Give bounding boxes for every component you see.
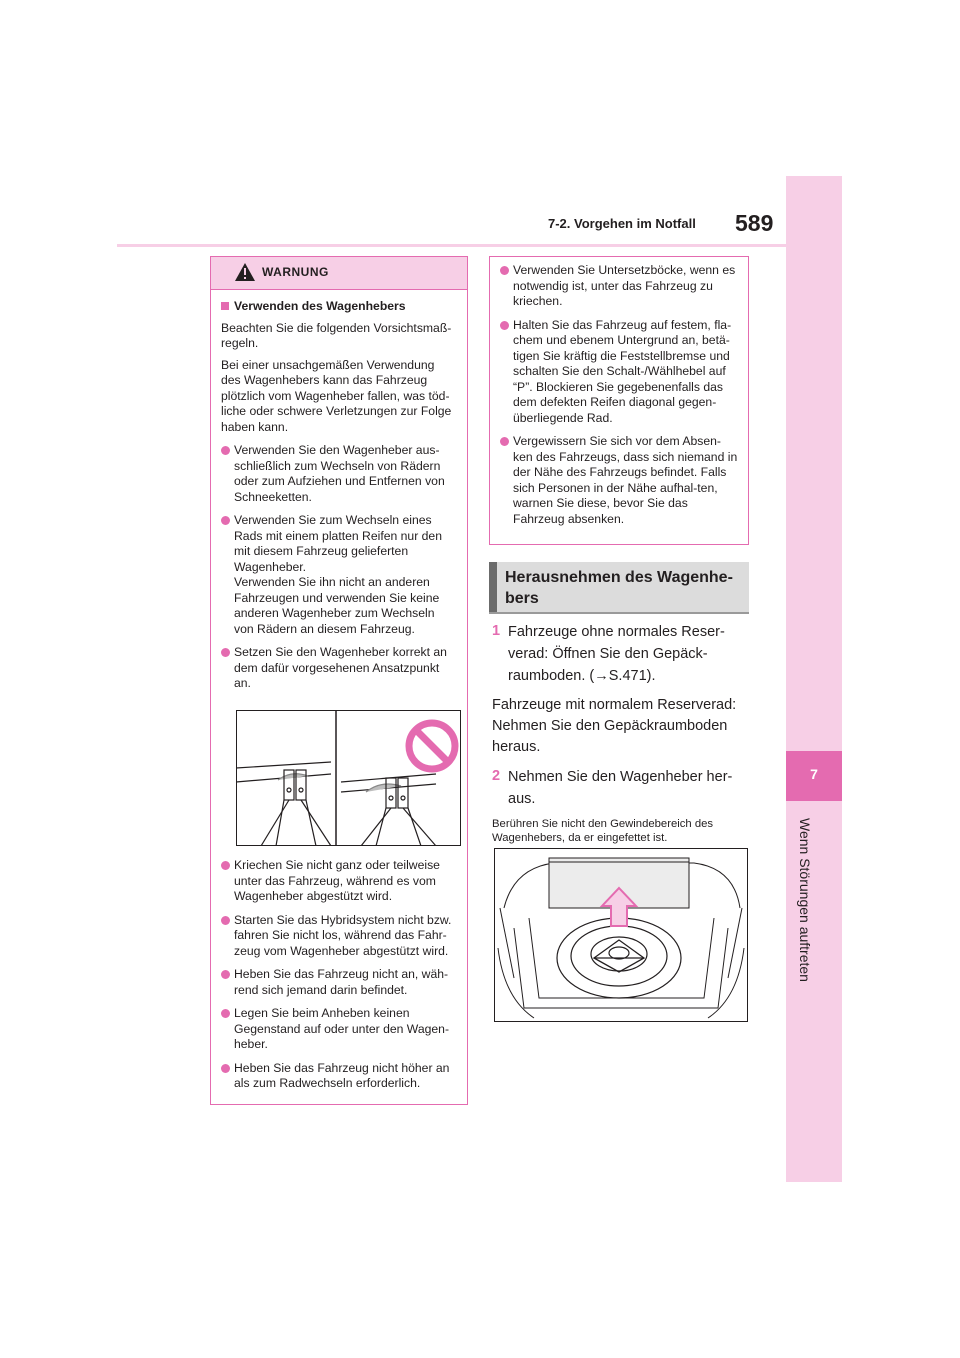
warning-header	[211, 257, 467, 290]
body-paragraph: Fahrzeuge mit normalem Reserverad: Nehmen Sie den Gepäckraumboden heraus.	[492, 697, 737, 755]
bullet-icon	[221, 446, 230, 455]
page-number: 589	[735, 210, 774, 236]
list-item: Verwenden Sie den Wagenheber aus-schließlich zum Wechseln von Rädern oder zum Aufziehen und Entfernen von Schneeketten.	[221, 443, 457, 505]
bullet-icon	[500, 437, 509, 446]
bullet-icon	[221, 1009, 230, 1018]
warning-continuation-box	[489, 256, 749, 545]
instructions	[492, 621, 752, 845]
list-item: Starten Sie das Hybridsystem nicht bzw. fahren Sie nicht los, während das Fahr-zeug vom Wagenheber abgestützt wird.	[221, 913, 457, 960]
section-heading-bar	[489, 562, 749, 614]
bullet-icon	[500, 321, 509, 330]
bullet-icon	[221, 861, 230, 870]
list-item: Setzen Sie den Wagenheber korrekt an dem dafür vorgesehenen Ansatzpunkt an.	[221, 645, 457, 692]
chapter-side-tab	[786, 176, 842, 1182]
list-item: Legen Sie beim Anheben keinen Gegenstand auf oder unter den Wagen-heber.	[221, 1006, 457, 1053]
bullet-icon	[221, 970, 230, 979]
list-item: Verwenden Sie Untersetzböcke, wenn es notwendig ist, unter das Fahrzeug zu kriechen.	[500, 263, 738, 310]
chapter-number: 7	[810, 766, 818, 782]
list-item: Halten Sie das Fahrzeug auf festem, fla-chem und ebenem Untergrund an, betä-tigen Sie kräftig die Feststellbremse und schalten Sie den Schalt-/Wählhebel auf “P”. Blockieren Sie gegebenenfalls das dem defekten Reifen diagonal gegen-überliegende Rad.	[500, 318, 738, 427]
step-text: Nehmen Sie den Wagenheber her-aus.	[508, 769, 733, 807]
note-text: Berühren Sie nicht den Gewindebereich des Wagenhebers, da er eingefettet ist.	[492, 818, 714, 844]
bullet-icon	[221, 516, 230, 525]
step-2	[492, 766, 752, 810]
trunk-jack-illustration	[494, 848, 748, 1022]
bullet-icon	[221, 1064, 230, 1073]
header-divider	[117, 244, 786, 247]
list-item: Kriechen Sie nicht ganz oder teilweise unter das Fahrzeug, während es vom Wagenheber abgestützt wird.	[221, 858, 457, 905]
warning-subheading: Verwenden des Wagenhebers	[221, 299, 457, 315]
list-item: Heben Sie das Fahrzeug nicht höher an als zum Radwechseln erforderlich.	[221, 1061, 457, 1092]
section-title: Herausnehmen des Wagenhe-bers	[505, 569, 733, 607]
bullet-icon	[500, 266, 509, 275]
chapter-title: Wenn Störungen auftreten	[797, 818, 813, 982]
step-1	[492, 621, 752, 687]
warning-intro-1: Beachten Sie die folgenden Vorsichtsmaß-regeln.	[221, 320, 452, 350]
step-number: 1	[492, 623, 501, 639]
list-item: Verwenden Sie zum Wechseln eines Rads mit einem platten Reifen nur den mit diesem Fahrzeug gelieferten Wagenheber. Verwenden Sie ihn nicht an anderen Fahrzeugen und verwenden Sie keine anderen Wagenheber zum Wechseln von Rädern an diesem Fahrzeug.	[221, 513, 457, 637]
bullet-icon	[221, 648, 230, 657]
jack-placement-illustration	[236, 710, 461, 846]
warning-title: WARNUNG	[262, 265, 329, 279]
bullet-icon	[221, 916, 230, 925]
header-section-title: 7-2. Vorgehen im Notfall	[548, 216, 696, 231]
warning-box	[210, 256, 468, 1105]
warning-intro-2: Bei einer unsachgemäßen Verwendung des Wagenhebers kann das Fahrzeug plötzlich vom Wagenheber fallen, was töd-liche oder schwere Verletzungen zur Folge haben kann.	[221, 357, 452, 434]
warning-triangle-icon	[234, 262, 256, 282]
step-text: Fahrzeuge ohne normales Reser-verad: Öffnen Sie den Gepäck-raumboden. (→S.471).	[508, 624, 725, 684]
list-item: Heben Sie das Fahrzeug nicht an, wäh-rend sich jemand darin befindet.	[221, 967, 457, 998]
step-number: 2	[492, 768, 501, 784]
list-item-continuation: Verwenden Sie ihn nicht an anderen Fahrzeugen und verwenden Sie keine anderen Wagenheber zum Wechseln von Rädern an diesem Fahrzeug.	[234, 575, 440, 636]
list-item: Vergewissern Sie sich vor dem Absen-ken des Fahrzeugs, dass sich niemand in der Nähe des Fahrzeugs befindet. Falls sich Personen in der Nähe aufhal-ten, warnen Sie diese, bevor Sie das Fahrzeug absenken.	[500, 434, 738, 527]
